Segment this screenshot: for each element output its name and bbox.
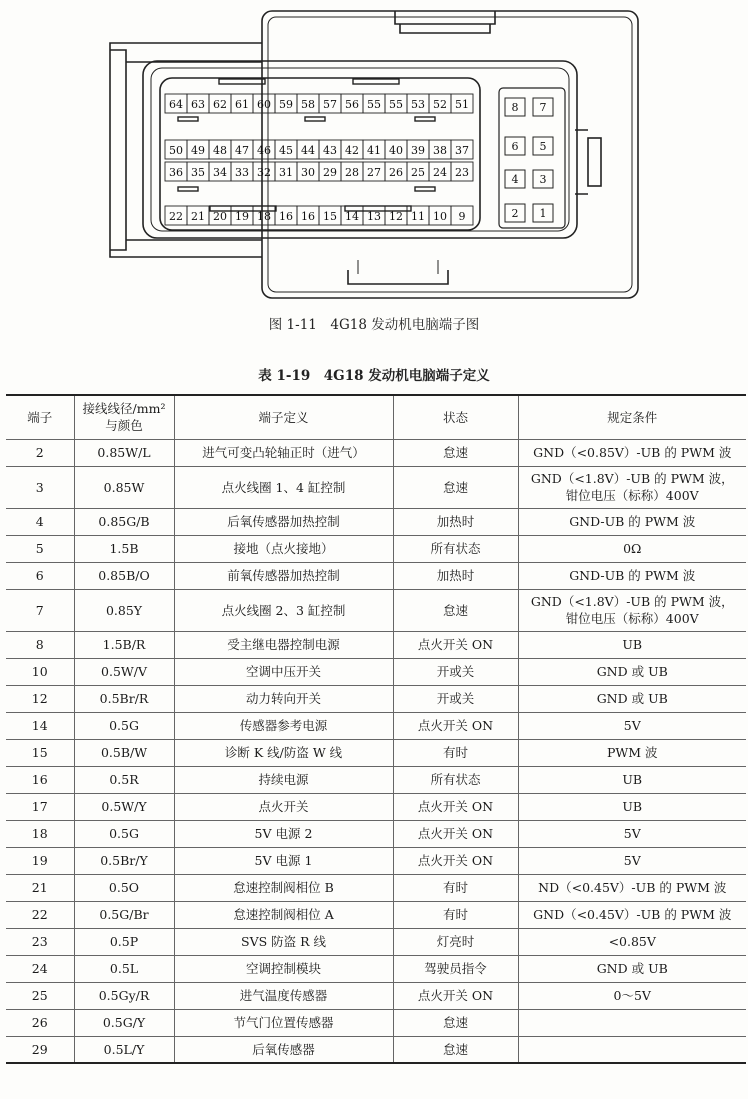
header-state: 状态: [393, 395, 518, 439]
cell-state: 有时: [393, 874, 518, 901]
cell-wire: 0.5O: [74, 874, 174, 901]
connector-pin-label: 55: [389, 98, 403, 111]
connector-pin-label: 39: [411, 144, 425, 157]
cell-terminal: 15: [6, 739, 74, 766]
cell-terminal: 17: [6, 793, 74, 820]
cell-condition: <0.85V: [518, 928, 746, 955]
connector-pin-label: 64: [169, 98, 183, 111]
cell-state: 点火开关 ON: [393, 793, 518, 820]
cell-state: 点火开关 ON: [393, 631, 518, 658]
cell-terminal: 22: [6, 901, 74, 928]
connector-pin-label: 62: [213, 98, 227, 111]
cell-wire: 0.5G/Y: [74, 1009, 174, 1036]
cell-terminal: 26: [6, 1009, 74, 1036]
side-pin-label: 4: [511, 173, 519, 186]
connector-pin-label: 15: [323, 210, 337, 223]
connector-pin-label: 57: [323, 98, 337, 111]
connector-pin-label: 27: [367, 166, 381, 179]
connector-pin-label: 38: [433, 144, 447, 157]
cell-wire: 0.5Br/Y: [74, 847, 174, 874]
connector-pin-label: 29: [323, 166, 337, 179]
cell-state: 点火开关 ON: [393, 712, 518, 739]
cell-definition: 点火线圈 2、3 缸控制: [174, 589, 393, 631]
cell-wire: 0.5G/Br: [74, 901, 174, 928]
cell-state: 点火开关 ON: [393, 820, 518, 847]
connector-pin-label: 12: [389, 210, 403, 223]
cell-definition: 受主继电器控制电源: [174, 631, 393, 658]
cell-condition: 0～5V: [518, 982, 746, 1009]
cell-definition: 节气门位置传感器: [174, 1009, 393, 1036]
connector-pin-label: 16: [279, 210, 293, 223]
cell-definition: 接地（点火接地）: [174, 535, 393, 562]
connector-pin-label: 25: [411, 166, 425, 179]
connector-pin-label: 59: [279, 98, 293, 111]
cell-terminal: 3: [6, 466, 74, 508]
connector-pin-label: 9: [458, 210, 466, 223]
connector-pin-label: 10: [433, 210, 447, 223]
cell-terminal: 21: [6, 874, 74, 901]
connector-pin-label: 31: [279, 166, 293, 179]
connector-pin-label: 49: [191, 144, 205, 157]
cell-terminal: 29: [6, 1036, 74, 1063]
connector-pin-label: 44: [301, 144, 315, 157]
table-row: [6, 508, 746, 535]
cell-wire: 0.5L: [74, 955, 174, 982]
cell-wire: 1.5B: [74, 535, 174, 562]
cell-wire: 0.5G: [74, 820, 174, 847]
connector-pin-label: 46: [257, 144, 271, 157]
cell-terminal: 2: [6, 439, 74, 466]
cell-state: 所有状态: [393, 535, 518, 562]
table-row: [6, 658, 746, 685]
connector-pin-label: 24: [433, 166, 447, 179]
cell-terminal: 10: [6, 658, 74, 685]
cell-definition: 前氧传感器加热控制: [174, 562, 393, 589]
cell-condition: GND（<0.45V）-UB 的 PWM 波: [518, 901, 746, 928]
side-pin-label: 3: [539, 173, 547, 186]
cell-wire: 0.5L/Y: [74, 1036, 174, 1063]
cell-condition: GND（<0.85V）-UB 的 PWM 波: [518, 439, 746, 466]
cell-state: 所有状态: [393, 766, 518, 793]
cell-condition: GND（<1.8V）-UB 的 PWM 波， 钳位电压（标称）400V: [518, 466, 746, 508]
cell-state: 驾驶员指令: [393, 955, 518, 982]
cell-condition: [518, 1009, 746, 1036]
cell-definition: 持续电源: [174, 766, 393, 793]
cell-condition: ND（<0.45V）-UB 的 PWM 波: [518, 874, 746, 901]
connector-pin-label: 47: [235, 144, 249, 157]
cell-wire: 0.5Gy/R: [74, 982, 174, 1009]
connector-pin-label: 21: [191, 210, 205, 223]
connector-pin-label: 30: [301, 166, 315, 179]
connector-pin-label: 41: [367, 144, 381, 157]
table-row: [6, 766, 746, 793]
connector-pin-label: 35: [191, 166, 205, 179]
cell-definition: 空调中压开关: [174, 658, 393, 685]
cell-condition: [518, 1036, 746, 1063]
side-pin-label: 2: [511, 207, 519, 220]
cell-definition: 后氧传感器: [174, 1036, 393, 1063]
connector-pin-label: 32: [257, 166, 271, 179]
connector-pin-label: 43: [323, 144, 337, 157]
connector-pin-label: 52: [433, 98, 447, 111]
connector-pin-label: 28: [345, 166, 359, 179]
connector-pin-label: 55: [367, 98, 381, 111]
cell-condition: 5V: [518, 847, 746, 874]
connector-pin-label: 33: [235, 166, 249, 179]
cell-definition: 怠速控制阀相位 A: [174, 901, 393, 928]
cell-state: 有时: [393, 901, 518, 928]
cell-terminal: 4: [6, 508, 74, 535]
connector-pin-label: 19: [235, 210, 249, 223]
header-definition: 端子定义: [174, 395, 393, 439]
cell-condition: GND 或 UB: [518, 955, 746, 982]
cell-condition: 0Ω: [518, 535, 746, 562]
cell-wire: 1.5B/R: [74, 631, 174, 658]
cell-wire: 0.85G/B: [74, 508, 174, 535]
connector-diagram: [0, 0, 748, 340]
cell-state: 开或关: [393, 658, 518, 685]
cell-definition: SVS 防盗 R 线: [174, 928, 393, 955]
connector-pin-label: 61: [235, 98, 249, 111]
side-pin-label: 8: [511, 101, 519, 114]
table-row: [6, 874, 746, 901]
connector-pin-label: 11: [411, 210, 425, 223]
table-row: [6, 562, 746, 589]
side-pin-label: 1: [539, 207, 547, 220]
table-row: [6, 712, 746, 739]
cell-wire: 0.5W/Y: [74, 793, 174, 820]
cell-terminal: 12: [6, 685, 74, 712]
cell-state: 点火开关 ON: [393, 847, 518, 874]
connector-pin-label: 34: [213, 166, 227, 179]
cell-condition: UB: [518, 766, 746, 793]
connector-pin-label: 58: [301, 98, 315, 111]
cell-state: 怠速: [393, 1036, 518, 1063]
cell-definition: 进气温度传感器: [174, 982, 393, 1009]
cell-definition: 点火线圈 1、4 缸控制: [174, 466, 393, 508]
cell-condition: 5V: [518, 820, 746, 847]
table-row: [6, 439, 746, 466]
cell-state: 怠速: [393, 466, 518, 508]
cell-wire: 0.85B/O: [74, 562, 174, 589]
connector-pin-label: 20: [213, 210, 227, 223]
table-row: [6, 955, 746, 982]
table-row: [6, 820, 746, 847]
cell-terminal: 25: [6, 982, 74, 1009]
cell-terminal: 23: [6, 928, 74, 955]
connector-pin-label: 63: [191, 98, 205, 111]
cell-state: 怠速: [393, 589, 518, 631]
cell-wire: 0.5G: [74, 712, 174, 739]
cell-wire: 0.5Br/R: [74, 685, 174, 712]
side-pin-label: 6: [511, 140, 519, 153]
cell-terminal: 5: [6, 535, 74, 562]
connector-pin-label: 14: [345, 210, 359, 223]
cell-definition: 点火开关: [174, 793, 393, 820]
connector-pin-label: 45: [279, 144, 293, 157]
header-terminal: 端子: [6, 395, 74, 439]
connector-pin-label: 53: [411, 98, 425, 111]
table-caption: 表 1-19 4G18 发动机电脑端子定义: [258, 368, 490, 384]
cell-state: 开或关: [393, 685, 518, 712]
cell-wire: 0.85W/L: [74, 439, 174, 466]
terminal-definition-table: [6, 394, 746, 1064]
connector-pin-label: 60: [257, 98, 271, 111]
cell-terminal: 24: [6, 955, 74, 982]
cell-condition: GND-UB 的 PWM 波: [518, 562, 746, 589]
connector-pin-label: 16: [301, 210, 315, 223]
cell-condition: GND（<1.8V）-UB 的 PWM 波， 钳位电压（标称）400V: [518, 589, 746, 631]
cell-wire: 0.85Y: [74, 589, 174, 631]
table-row: [6, 589, 746, 631]
table-header-row: [6, 395, 746, 439]
cell-definition: 传感器参考电源: [174, 712, 393, 739]
figure-caption: 图 1-11 4G18 发动机电脑端子图: [268, 317, 480, 333]
table-row: [6, 847, 746, 874]
connector-pin-label: 37: [455, 144, 469, 157]
cell-definition: 5V 电源 2: [174, 820, 393, 847]
table-row: [6, 739, 746, 766]
cell-terminal: 14: [6, 712, 74, 739]
side-pin-label: 5: [539, 140, 547, 153]
cell-terminal: 19: [6, 847, 74, 874]
cell-state: 加热时: [393, 562, 518, 589]
connector-pin-label: 56: [345, 98, 359, 111]
connector-pin-label: 36: [169, 166, 183, 179]
connector-pin-label: 22: [169, 210, 183, 223]
cell-condition: PWM 波: [518, 739, 746, 766]
cell-state: 有时: [393, 739, 518, 766]
cell-condition: 5V: [518, 712, 746, 739]
table-row: [6, 901, 746, 928]
table-row: [6, 466, 746, 508]
cell-wire: 0.5B/W: [74, 739, 174, 766]
cell-terminal: 6: [6, 562, 74, 589]
connector-pin-label: 48: [213, 144, 227, 157]
header-wire: 接线线径/mm² 与颜色: [74, 395, 174, 439]
cell-definition: 进气可变凸轮轴正时（进气）: [174, 439, 393, 466]
cell-state: 怠速: [393, 1009, 518, 1036]
cell-definition: 诊断 K 线/防盗 W 线: [174, 739, 393, 766]
cell-state: 点火开关 ON: [393, 982, 518, 1009]
cell-terminal: 8: [6, 631, 74, 658]
table-row: [6, 631, 746, 658]
table-row: [6, 793, 746, 820]
cell-wire: 0.5W/V: [74, 658, 174, 685]
side-pin-label: 7: [539, 101, 547, 114]
connector-pin-label: 18: [257, 210, 271, 223]
cell-condition: GND 或 UB: [518, 685, 746, 712]
cell-condition: GND 或 UB: [518, 658, 746, 685]
connector-pin-label: 13: [367, 210, 381, 223]
table-row: [6, 685, 746, 712]
table-row: [6, 982, 746, 1009]
cell-wire: 0.5P: [74, 928, 174, 955]
cell-wire: 0.5R: [74, 766, 174, 793]
connector-pin-label: 51: [455, 98, 469, 111]
connector-pin-label: 23: [455, 166, 469, 179]
cell-terminal: 7: [6, 589, 74, 631]
header-condition: 规定条件: [518, 395, 746, 439]
cell-state: 怠速: [393, 439, 518, 466]
cell-definition: 动力转向开关: [174, 685, 393, 712]
cell-condition: UB: [518, 631, 746, 658]
connector-pin-label: 50: [169, 144, 183, 157]
connector-pin-label: 42: [345, 144, 359, 157]
cell-condition: GND-UB 的 PWM 波: [518, 508, 746, 535]
table-row: [6, 1009, 746, 1036]
table-row: [6, 928, 746, 955]
cell-terminal: 16: [6, 766, 74, 793]
table-row: [6, 1036, 746, 1063]
cell-wire: 0.85W: [74, 466, 174, 508]
cell-definition: 5V 电源 1: [174, 847, 393, 874]
cell-definition: 怠速控制阀相位 B: [174, 874, 393, 901]
connector-pin-label: 26: [389, 166, 403, 179]
table-row: [6, 535, 746, 562]
cell-definition: 后氧传感器加热控制: [174, 508, 393, 535]
connector-pin-label: 40: [389, 144, 403, 157]
cell-state: 加热时: [393, 508, 518, 535]
cell-terminal: 18: [6, 820, 74, 847]
cell-condition: UB: [518, 793, 746, 820]
cell-state: 灯亮时: [393, 928, 518, 955]
cell-definition: 空调控制模块: [174, 955, 393, 982]
